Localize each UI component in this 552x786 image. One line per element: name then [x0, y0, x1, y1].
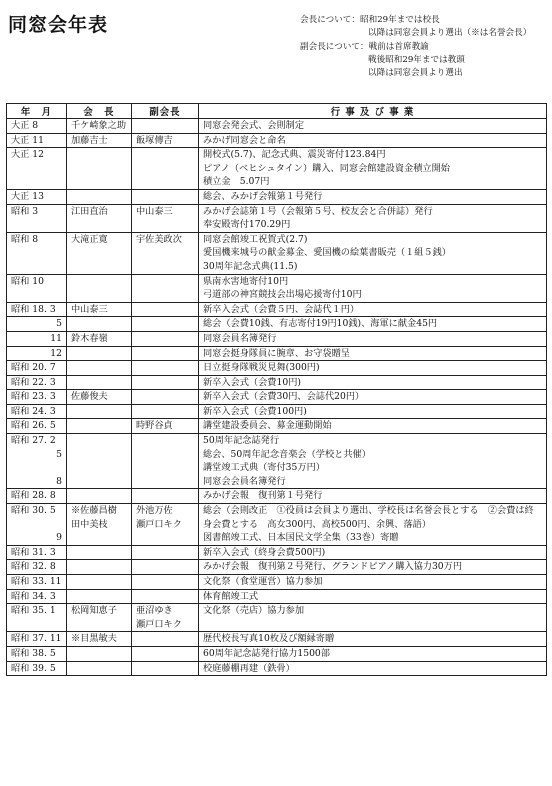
year-cell [7, 589, 67, 604]
vice-president-cell [132, 133, 199, 148]
event-line: 同窓会挺身隊員に腕章、お守袋贈呈 [203, 347, 350, 359]
event-line: 50周年記念誌発行 [203, 435, 280, 447]
year-cell [7, 361, 67, 376]
president-cell [67, 504, 132, 546]
president-cell [67, 361, 132, 376]
events-cell [199, 148, 547, 190]
event-line: 新卒入会式（会費30円、会誌代20円） [203, 391, 365, 403]
year-text: 昭和 30. 5 [11, 505, 56, 517]
vice-president-text [136, 390, 194, 404]
table-row [7, 489, 547, 504]
president-cell [67, 189, 132, 204]
vice-president-cell [132, 232, 199, 274]
table-row [7, 133, 547, 148]
event-line: 新卒入会式（終身会費500円) [203, 546, 326, 558]
table-row [7, 419, 547, 434]
table-row [7, 390, 547, 405]
vice-president-cell [132, 575, 199, 590]
year-cell [7, 560, 67, 575]
table-row [7, 632, 547, 647]
event-line: 愛国機来城号の献金募金、愛国機の絵葉書販売（１組５銭） [203, 247, 452, 259]
year-text: 昭和 10 [11, 275, 44, 287]
vice-president-text [136, 303, 194, 317]
year-text: 昭和 27. 2 [11, 435, 56, 447]
event-line: 新卒入会式（会費100円) [203, 405, 307, 417]
president-text: 大滝正寛 [71, 233, 108, 245]
year-text: 昭和 22. 3 [11, 376, 56, 388]
president-cell [67, 589, 132, 604]
header-president: 会 長 [67, 104, 132, 119]
president-text [71, 148, 127, 162]
vice-president-text [136, 347, 194, 361]
year-text: 5 [56, 318, 62, 330]
president-text [71, 275, 127, 289]
year-text: 8 [56, 475, 62, 487]
events-cell [199, 575, 547, 590]
year-text: 昭和 24. 3 [11, 405, 56, 417]
events-cell [199, 189, 547, 204]
year-cell [7, 317, 67, 332]
president-cell [67, 317, 132, 332]
vice-president-text [136, 332, 194, 346]
vice-president-text: 宇佐美政次 [136, 233, 182, 245]
vice-president-cell [132, 434, 199, 489]
events-cell [199, 375, 547, 390]
table-row [7, 604, 547, 632]
president-cell [67, 419, 132, 434]
year-text: 大正 8 [11, 120, 39, 131]
year-cell [7, 331, 67, 346]
year-text: 昭和 28. 8 [11, 490, 56, 502]
vice-president-text: 外池万佐 [136, 505, 173, 517]
note-line [300, 54, 531, 67]
note-text: 以降は同窓会員より選出 [368, 68, 463, 79]
year-cell [7, 133, 67, 148]
vice-president-text [136, 434, 194, 448]
vice-president-text [136, 361, 194, 375]
event-line: 同窓会員名簿発行 [203, 332, 277, 344]
year-cell [7, 419, 67, 434]
events-cell [199, 545, 547, 560]
year-cell [7, 189, 67, 204]
event-line: 同窓会発会式、会則制定 [203, 120, 305, 131]
event-line: 総会（会費10銭、有志寄付19円10銭)、海軍に献金45円 [203, 318, 438, 330]
president-text [71, 647, 127, 661]
event-line: 文化祭（食堂運営）協力参加 [203, 576, 323, 587]
president-cell [67, 274, 132, 302]
president-text: 松岡知恵子 [71, 605, 117, 617]
year-cell [7, 504, 67, 546]
year-cell [7, 346, 67, 361]
year-text: 昭和 37. 11 [11, 633, 62, 645]
vice-president-text [136, 119, 194, 133]
year-text: 9 [56, 532, 62, 544]
event-line: 積立金 5.07円 [203, 176, 270, 188]
president-text: 千ケ崎象之助 [71, 120, 127, 131]
events-cell [199, 232, 547, 274]
vice-president-cell [132, 204, 199, 232]
vice-president-text: 瀬戸口キク [136, 618, 182, 630]
year-cell [7, 489, 67, 504]
president-cell [67, 489, 132, 504]
year-text [11, 518, 62, 532]
year-cell [7, 404, 67, 419]
year-cell [7, 148, 67, 190]
notes-block [300, 14, 531, 80]
year-cell [7, 274, 67, 302]
president-text [71, 190, 127, 204]
events-cell [199, 204, 547, 232]
event-line: 総会、みかげ会報第１号発行 [203, 190, 323, 202]
events-cell [199, 331, 547, 346]
vice-president-text: 亜沼ゆき [136, 605, 173, 617]
event-line: 図書館竣工式、日本国民文学全集（33巻）寄贈 [203, 532, 399, 544]
vice-president-cell [132, 375, 199, 390]
vice-president-cell [132, 302, 199, 317]
events-cell [199, 119, 547, 134]
vice-president-cell [132, 404, 199, 419]
chronology-table [6, 103, 547, 676]
president-text [71, 546, 127, 560]
president-text [71, 590, 127, 604]
events-cell [199, 419, 547, 434]
note-text: 戦後昭和29年までは教頭 [368, 54, 465, 65]
president-cell [67, 375, 132, 390]
event-line: みかげ会報 復刊第２号発行、グランドピアノ購入協力30万円 [203, 561, 463, 573]
table-row [7, 375, 547, 390]
vice-president-text [136, 317, 194, 331]
event-line: 総会（会則改正 ①役員は会員より選出、学校長は名誉会長とする ②会費は終身会費とする 高女300円、高校500円、余興、落語） [203, 505, 534, 530]
vice-president-text: 時野谷貞 [136, 420, 173, 432]
vice-president-text: 瀬戸口キク [136, 518, 182, 530]
table-row [7, 204, 547, 232]
year-cell [7, 575, 67, 590]
header-year: 年 月 [7, 104, 67, 119]
event-line: 体育館竣工式 [203, 590, 259, 602]
president-text: 田中美枝 [71, 518, 108, 530]
president-text [71, 405, 127, 419]
year-cell [7, 302, 67, 317]
event-line: 日立挺身隊戦災見舞(300円) [203, 362, 320, 374]
year-text: 昭和 26. 5 [11, 420, 56, 432]
president-text: 中山泰三 [71, 303, 108, 315]
vice-president-text [136, 275, 194, 289]
year-text: 昭和 33. 11 [11, 576, 62, 587]
event-line: 講堂建設委員会、募金運動開始 [203, 420, 332, 432]
vice-president-text [136, 376, 194, 390]
vice-president-text: 中山泰三 [136, 205, 173, 217]
year-text: 昭和 32. 8 [11, 561, 56, 573]
event-line: 同窓会会員名簿発行 [203, 475, 286, 487]
vice-president-cell [132, 274, 199, 302]
president-cell [67, 390, 132, 405]
vice-president-text: 飯塚傳吉 [136, 134, 173, 146]
vice-president-cell [132, 589, 199, 604]
year-text: 大正 11 [11, 134, 44, 146]
year-text: 昭和 23. 3 [11, 391, 56, 403]
year-text: 昭和 39. 5 [11, 662, 56, 674]
year-cell [7, 434, 67, 489]
events-cell [199, 646, 547, 661]
year-text [11, 461, 62, 475]
events-cell [199, 589, 547, 604]
note-text: 戦前は首席教諭 [368, 41, 429, 52]
year-text: 昭和 20. 7 [11, 362, 56, 374]
president-text [71, 434, 127, 448]
event-line: 新卒入会式（会費10円) [203, 376, 301, 388]
event-line: 歴代校長写真10枚及び額縁寄贈 [203, 633, 335, 645]
vice-president-text [136, 546, 194, 560]
note-line [300, 41, 531, 54]
president-text: ※佐藤昌樹 [71, 505, 117, 517]
vice-president-cell [132, 419, 199, 434]
event-line: 新卒入会式（会費５円、会誌代１円） [203, 303, 360, 315]
vice-president-cell [132, 346, 199, 361]
year-cell [7, 545, 67, 560]
year-cell [7, 661, 67, 676]
page-title: 同窓会年表 [8, 14, 109, 36]
president-cell [67, 204, 132, 232]
president-text [71, 560, 127, 574]
events-cell [199, 274, 547, 302]
event-line: 弓道部の神宮競技会出場応援寄付10円 [203, 289, 362, 301]
events-cell [199, 434, 547, 489]
vice-president-text [136, 560, 194, 574]
events-cell [199, 489, 547, 504]
president-text: 江田直治 [71, 205, 108, 217]
vice-president-text [136, 590, 194, 604]
events-cell [199, 661, 547, 676]
note-label: 副会長について： [300, 41, 369, 52]
year-text: 11 [50, 332, 62, 344]
event-line: 講堂竣工式典（寄付35万円） [203, 462, 325, 474]
president-cell [67, 560, 132, 575]
president-text [71, 662, 127, 676]
year-cell [7, 119, 67, 134]
note-text: 以降は同窓会員より選出（※は名誉会長） [368, 28, 532, 39]
vice-president-cell [132, 489, 199, 504]
event-line: みかげ会誌第１号（会報第５号、校友会と合併誌）発行 [203, 205, 433, 217]
president-cell [67, 302, 132, 317]
vice-president-cell [132, 331, 199, 346]
table-row [7, 434, 547, 489]
president-text: 鈴木春嶺 [71, 332, 108, 344]
vice-president-cell [132, 317, 199, 332]
event-line: 同窓会館竣工祝賀式(2.7) [203, 233, 308, 245]
year-text: 昭和 38. 5 [11, 647, 56, 659]
vice-president-cell [132, 661, 199, 676]
events-cell [199, 404, 547, 419]
year-text: 昭和 34. 3 [11, 590, 56, 602]
vice-president-cell [132, 119, 199, 134]
vice-president-text [136, 405, 194, 419]
year-cell [7, 632, 67, 647]
vice-president-cell [132, 390, 199, 405]
table-row [7, 302, 547, 317]
table-row [7, 361, 547, 376]
year-cell [7, 390, 67, 405]
event-line: 30周年記念式典(11.5) [203, 260, 298, 272]
year-text: 5 [56, 448, 62, 460]
year-cell [7, 204, 67, 232]
vice-president-text [136, 662, 194, 676]
event-line: みかげ同窓会と命名 [203, 134, 286, 146]
president-cell [67, 232, 132, 274]
table-row [7, 317, 547, 332]
events-cell [199, 632, 547, 647]
header-vice-president: 副会長 [132, 104, 199, 119]
table-row [7, 589, 547, 604]
president-text: ※目黒敏夫 [71, 633, 117, 645]
note-label: 会長について： [300, 15, 360, 25]
president-cell [67, 148, 132, 190]
president-text [71, 489, 127, 503]
events-cell [199, 302, 547, 317]
president-text [71, 419, 127, 433]
president-cell [67, 604, 132, 632]
president-cell [67, 434, 132, 489]
vice-president-cell [132, 189, 199, 204]
event-line: 校庭藤棚再建（鉄骨） [203, 662, 295, 674]
table-row [7, 646, 547, 661]
events-cell [199, 504, 547, 546]
event-line: みかげ会報 復刊第１号発行 [203, 490, 323, 502]
vice-president-cell [132, 361, 199, 376]
event-line: ピアノ（ベヒシュタイン）購入、同窓会館建設資金積立開始 [203, 162, 450, 174]
president-text [71, 575, 127, 589]
table-row [7, 661, 547, 676]
vice-president-cell [132, 632, 199, 647]
event-line: 奉安殿寄付170.29円 [203, 219, 291, 231]
president-text [71, 361, 127, 375]
event-line: 60周年記念誌発行協力1500部 [203, 647, 330, 659]
president-cell [67, 331, 132, 346]
vice-president-cell [132, 646, 199, 661]
president-cell [67, 646, 132, 661]
year-text: 大正 12 [11, 149, 44, 161]
event-line: 総会、50周年記念音楽会（学校と共催） [203, 448, 371, 460]
president-cell [67, 545, 132, 560]
table-row [7, 331, 547, 346]
president-text: 加藤吉士 [71, 134, 108, 146]
president-cell [67, 575, 132, 590]
events-cell [199, 317, 547, 332]
vice-president-cell [132, 545, 199, 560]
president-text: 佐藤俊夫 [71, 391, 108, 403]
events-cell [199, 133, 547, 148]
president-cell [67, 133, 132, 148]
year-text: 12 [50, 347, 62, 359]
vice-president-text [136, 190, 194, 204]
header-row [7, 104, 547, 119]
vice-president-text [136, 148, 194, 162]
events-cell [199, 346, 547, 361]
vice-president-text [136, 647, 194, 661]
year-cell [7, 232, 67, 274]
president-cell [67, 346, 132, 361]
president-text [71, 376, 127, 390]
year-text: 昭和 3 [11, 205, 39, 217]
table-row [7, 274, 547, 302]
president-cell [67, 404, 132, 419]
note-text: 昭和29年までは校長 [360, 15, 440, 25]
table-row [7, 148, 547, 190]
year-text: 昭和 8 [11, 233, 39, 245]
table-row [7, 545, 547, 560]
president-text [71, 347, 127, 361]
table-row [7, 404, 547, 419]
vice-president-cell [132, 560, 199, 575]
event-line: 文化祭（売店）協力参加 [203, 605, 305, 617]
event-line: 開校式(5.7)、記念式典、震災寄付123.84円 [203, 149, 386, 161]
events-cell [199, 390, 547, 405]
header-events: 行 事 及 び 事 業 [199, 104, 547, 119]
president-cell [67, 661, 132, 676]
year-cell [7, 604, 67, 632]
year-text: 昭和 35. 1 [11, 605, 56, 617]
table-row [7, 189, 547, 204]
year-cell [7, 646, 67, 661]
events-cell [199, 560, 547, 575]
table-body [7, 119, 547, 676]
president-cell [67, 119, 132, 134]
year-text: 昭和 18. 3 [11, 303, 56, 315]
note-line [300, 67, 531, 80]
table-row [7, 119, 547, 134]
events-cell [199, 361, 547, 376]
vice-president-text [136, 575, 194, 589]
table-row [7, 575, 547, 590]
year-text: 大正 13 [11, 190, 44, 202]
note-line [300, 14, 531, 27]
vice-president-text [136, 632, 194, 646]
vice-president-cell [132, 604, 199, 632]
vice-president-cell [132, 148, 199, 190]
event-line: 県南水害地寄付10円 [203, 275, 289, 287]
vice-president-cell [132, 504, 199, 546]
president-text [71, 317, 127, 331]
table-row [7, 232, 547, 274]
president-cell [67, 632, 132, 647]
table-row [7, 346, 547, 361]
vice-president-text [136, 489, 194, 503]
year-cell [7, 375, 67, 390]
events-cell [199, 604, 547, 632]
year-text: 昭和 31. 3 [11, 546, 56, 558]
table-row [7, 504, 547, 546]
table-row [7, 560, 547, 575]
note-line [300, 27, 531, 40]
